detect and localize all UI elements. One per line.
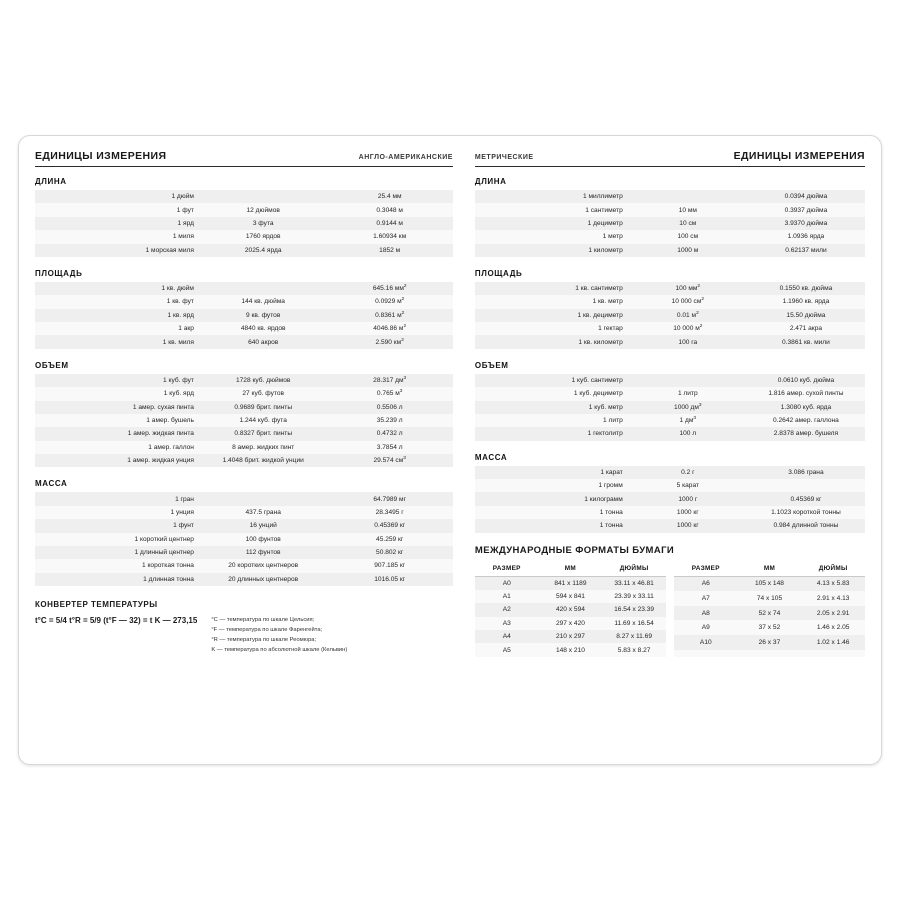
table-cell: 1 куб. фут [35, 374, 200, 387]
table-cell [200, 190, 326, 203]
table-cell: A10 [674, 635, 738, 650]
table-row [475, 630, 666, 643]
paper-formats-tables [475, 562, 865, 657]
table-cell: 1 фунт [35, 519, 200, 532]
table-row [35, 230, 453, 243]
table-cell: 105 x 148 [738, 576, 802, 591]
table-cell: 16.54 x 23.39 [602, 603, 666, 616]
table-row [475, 322, 865, 335]
table-cell: 10 мм [629, 203, 747, 216]
table-cell: 2.91 x 4.13 [801, 591, 865, 606]
table-cell: 1 кв. дециметр [475, 309, 629, 322]
table-cell: 1 амер. сухая пинта [35, 401, 200, 414]
table-cell: 1 кв. метр [475, 295, 629, 308]
table-cell: 52 x 74 [738, 606, 802, 621]
table-cell: 1.4048 брит. жидкой унции [200, 454, 326, 467]
conversion-table [35, 282, 453, 349]
table-cell: 1 длинная тонна [35, 573, 200, 586]
table-cell: 2.05 x 2.91 [801, 606, 865, 621]
table-cell [738, 650, 802, 657]
table-cell: 0.62137 мили [747, 244, 865, 257]
table-row [35, 546, 453, 559]
table-cell: 1000 $дм^3$ [629, 401, 747, 414]
table-row [35, 401, 453, 414]
table-cell: 297 x 420 [539, 617, 603, 630]
section-title: ДЛИНА [35, 177, 67, 186]
table-cell: 45.259 кг [326, 533, 453, 546]
table-cell [801, 650, 865, 657]
table-cell: 1 метр [475, 230, 629, 243]
table-cell: 0.3048 м [326, 203, 453, 216]
conversion-table [35, 190, 453, 257]
table-cell: 3.086 грана [747, 466, 865, 479]
table-row [475, 190, 865, 203]
table-cell: A5 [475, 643, 539, 656]
reference-card [18, 135, 882, 765]
table-row [674, 576, 865, 591]
table-cell: 1 тонна [475, 519, 629, 532]
legend-line: °F — температура по шкале Фаренгейта; [211, 627, 323, 634]
table-cell [747, 479, 865, 492]
table-row [674, 591, 865, 606]
table-row [35, 533, 453, 546]
table-cell: 0.45369 кг [747, 492, 865, 505]
table-cell: 4.13 x 5.83 [801, 576, 865, 591]
temperature-title: КОНВЕРТЕР ТЕМПЕРАТУРЫ [35, 600, 158, 609]
table-row [475, 466, 865, 479]
table-cell: 1 кв. фут [35, 295, 200, 308]
table-cell: 100 $мм^2$ [629, 282, 747, 295]
conversion-table [35, 492, 453, 586]
table-cell: 35.239 л [326, 414, 453, 427]
table-cell: 1.02 x 1.46 [801, 635, 865, 650]
table-cell: 0.01 $м^2$ [629, 309, 747, 322]
table-row [475, 387, 865, 400]
table-cell: 1000 м [629, 244, 747, 257]
left-header-subtitle: АНГЛО-АМЕРИКАНСКИЕ [358, 154, 453, 161]
paper-formats-title: МЕЖДУНАРОДНЫЕ ФОРМАТЫ БУМАГИ [474, 544, 675, 556]
table-cell: 5 карат [629, 479, 747, 492]
table-cell: 1 километр [475, 244, 629, 257]
conversion-table [475, 190, 865, 257]
table-cell: 3.9370 дюйма [747, 217, 865, 230]
table-cell: A6 [674, 576, 738, 591]
table-row [35, 387, 453, 400]
table-cell [629, 190, 747, 203]
table-cell: 1000 кг [629, 506, 747, 519]
table-cell: 100 га [629, 335, 747, 348]
table-cell: 1 литр [475, 414, 629, 427]
table-cell: 1 дюйм [35, 190, 200, 203]
table-cell: 420 x 594 [539, 603, 603, 616]
table-cell: A2 [475, 603, 539, 616]
paper-column-header: РАЗМЕР [475, 562, 539, 577]
table-row [475, 282, 865, 295]
table-cell: 1 карат [475, 466, 629, 479]
table-cell: 33.11 x 46.81 [602, 576, 666, 590]
table-row [35, 282, 453, 295]
table-row [35, 295, 453, 308]
table-cell: 1.1960 кв. ярда [747, 295, 865, 308]
table-row [35, 506, 453, 519]
table-row [475, 244, 865, 257]
table-cell: 26 x 37 [738, 635, 802, 650]
table-row [475, 414, 865, 427]
paper-column-header: ДЮЙМЫ [602, 562, 666, 577]
table-cell: 1.60934 км [326, 230, 453, 243]
table-cell: 0.0610 куб. дюйма [747, 374, 865, 387]
table-cell: 11.69 x 16.54 [602, 617, 666, 630]
table-cell: 1016.05 кг [326, 573, 453, 586]
table-cell: 3 фута [200, 217, 326, 230]
table-cell: 28.317 $дм^3$ [326, 374, 453, 387]
table-row [475, 309, 865, 322]
conversion-table [475, 466, 865, 533]
section-title: ПЛОЩАДЬ [35, 268, 83, 278]
temperature-formula: t°C = 5/4 t°R = 5/9 (t°F — 32) = t K — 273,15 [35, 616, 198, 625]
legend-line: °C — температура по шкале Цельсия; [211, 617, 315, 623]
table-row [674, 606, 865, 621]
table-row [475, 230, 865, 243]
section-title: ОБЪЕМ [474, 360, 509, 370]
table-cell: 8 амер. жидких пинт [200, 441, 326, 454]
table-row [475, 217, 865, 230]
table-cell: 1 сантиметр [475, 203, 629, 216]
table-cell: 645.16 $мм^2$ [326, 282, 453, 295]
paper-table-left [475, 562, 666, 657]
table-cell: A8 [674, 606, 738, 621]
section-title: МАССА [35, 479, 68, 489]
table-cell: 112 фунтов [200, 546, 326, 559]
table-cell: 1 громм [475, 479, 629, 492]
table-cell: 1 дециметр [475, 217, 629, 230]
section-title: МАССА [474, 452, 508, 462]
table-cell: 1 амер. галлон [35, 441, 200, 454]
table-cell: 1 кв. километр [475, 335, 629, 348]
table-cell: 437.5 грана [200, 506, 326, 519]
table-cell: 1 амер. бушель [35, 414, 200, 427]
table-row [35, 492, 453, 505]
table-cell: 1 ярд [35, 217, 200, 230]
table-row [475, 603, 666, 616]
table-cell: 1 кв. миля [35, 335, 200, 348]
table-cell: 1.816 амер. сухой пинты [747, 387, 865, 400]
table-cell: 1 кв. дюйм [35, 282, 200, 295]
table-cell: 144 кв. дюйма [200, 295, 326, 308]
table-cell: 1 $дм^3$ [629, 414, 747, 427]
table-cell: 1 килограмм [475, 492, 629, 505]
table-cell: 1 куб. сантиметр [475, 374, 629, 387]
table-cell: 2.471 акра [747, 322, 865, 335]
section-title: ПЛОЩАДЬ [474, 268, 523, 278]
section-title: ДЛИНА [474, 177, 507, 186]
conversion-table [35, 374, 453, 468]
table-row [674, 650, 865, 657]
table-cell: 27 куб. футов [200, 387, 326, 400]
table-cell: 0.5506 л [326, 401, 453, 414]
left-sections [35, 177, 453, 586]
table-cell: 1 длинный центнер [35, 546, 200, 559]
paper-column-header: ММ [738, 562, 802, 577]
table-row [35, 427, 453, 440]
table-row [475, 295, 865, 308]
table-row [475, 479, 865, 492]
table-row [475, 374, 865, 387]
table-cell: 23.39 x 33.11 [602, 590, 666, 603]
table-cell: 3.7854 л [326, 441, 453, 454]
right-header-title: ЕДИНИЦЫ ИЗМЕРЕНИЯ [733, 150, 865, 162]
table-cell: 1 кв. сантиметр [475, 282, 629, 295]
table-cell: 0.984 длинной тонны [747, 519, 865, 532]
table-cell: 1 куб. ярд [35, 387, 200, 400]
table-row [35, 519, 453, 532]
right-sections [475, 177, 865, 533]
table-cell: 1 короткая тонна [35, 559, 200, 572]
table-cell: 0.0394 дюйма [747, 190, 865, 203]
table-cell: 0.765 $м^3$ [326, 387, 453, 400]
table-cell: 1000 кг [629, 519, 747, 532]
conversion-table [475, 374, 865, 441]
table-cell: 0.3937 дюйма [747, 203, 865, 216]
table-cell: 1 фут [35, 203, 200, 216]
table-cell: 1 куб. метр [475, 401, 629, 414]
table-row [475, 590, 666, 603]
paper-column-header: ДЮЙМЫ [801, 562, 865, 577]
table-cell: 10 000 $см^2$ [629, 295, 747, 308]
table-row [475, 519, 865, 532]
left-header-title: ЕДИНИЦЫ ИЗМЕРЕНИЯ [35, 150, 167, 162]
table-row [35, 573, 453, 586]
table-cell: 1.0936 ярда [747, 230, 865, 243]
table-cell: 0.2642 амер. галлона [747, 414, 865, 427]
table-cell: 37 x 52 [738, 620, 802, 635]
table-cell: 28.3495 г [326, 506, 453, 519]
table-cell: 1 гектар [475, 322, 629, 335]
table-cell: 100 л [629, 427, 747, 440]
table-row [475, 643, 666, 656]
table-cell: 841 x 1189 [539, 576, 603, 590]
left-column [35, 150, 463, 754]
table-row [35, 203, 453, 216]
table-row [475, 492, 865, 505]
table-cell: 5.83 x 8.27 [602, 643, 666, 656]
table-cell: 1000 г [629, 492, 747, 505]
table-row [35, 335, 453, 348]
table-cell: 1852 м [326, 244, 453, 257]
table-cell [629, 374, 747, 387]
table-cell: 0.2 г [629, 466, 747, 479]
table-cell: 8.27 x 11.69 [602, 630, 666, 643]
table-cell: 1760 ярдов [200, 230, 326, 243]
table-cell: A9 [674, 620, 738, 635]
table-cell: 907.185 кг [326, 559, 453, 572]
table-row [475, 427, 865, 440]
paper-table-right [674, 562, 865, 657]
table-cell: 0.9689 брит. пинты [200, 401, 326, 414]
table-cell: 1 литр [629, 387, 747, 400]
table-cell: 1 унция [35, 506, 200, 519]
table-cell: 74 x 105 [738, 591, 802, 606]
table-cell: 0.1550 кв. дюйма [747, 282, 865, 295]
table-cell: 1 миля [35, 230, 200, 243]
table-cell: 1 кв. ярд [35, 309, 200, 322]
table-cell: 64.7989 мг [326, 492, 453, 505]
table-cell: 12 дюймов [200, 203, 326, 216]
table-cell: 0.45369 кг [326, 519, 453, 532]
table-row [35, 374, 453, 387]
table-cell: 1 амер. жидкая унция [35, 454, 200, 467]
table-row [475, 617, 666, 630]
table-cell: 100 фунтов [200, 533, 326, 546]
table-cell: 1 акр [35, 322, 200, 335]
table-cell: 0.4732 л [326, 427, 453, 440]
table-cell: 594 x 841 [539, 590, 603, 603]
right-column [465, 150, 865, 754]
table-row [475, 401, 865, 414]
table-cell: 50.802 кг [326, 546, 453, 559]
table-cell: 2.590 $км^2$ [326, 335, 453, 348]
table-cell [674, 650, 738, 657]
table-row [35, 309, 453, 322]
table-cell: 15.50 дюйма [747, 309, 865, 322]
temperature-block [35, 615, 453, 656]
table-cell: 1 гран [35, 492, 200, 505]
table-cell: 25.4 мм [326, 190, 453, 203]
table-cell: 20 длинных центнеров [200, 573, 326, 586]
table-cell: 4046.86 $м^2$ [326, 322, 453, 335]
table-cell: 16 унций [200, 519, 326, 532]
table-row [35, 217, 453, 230]
table-cell: A0 [475, 576, 539, 590]
table-cell: 1 тонна [475, 506, 629, 519]
table-row [475, 576, 666, 590]
left-column-header [35, 150, 453, 167]
table-cell: 148 x 210 [539, 643, 603, 656]
table-cell: 1.3080 куб. ярда [747, 401, 865, 414]
right-header-subtitle: МЕТРИЧЕСКИЕ [474, 154, 534, 161]
conversion-table [475, 282, 865, 349]
table-cell: 10 см [629, 217, 747, 230]
table-row [475, 506, 865, 519]
section-title: ОБЪЕМ [35, 360, 69, 370]
right-column-header [475, 150, 865, 167]
table-cell: 2.8378 амер. бушеля [747, 427, 865, 440]
table-cell: 1 морская миля [35, 244, 200, 257]
paper-column-header: ММ [539, 562, 603, 577]
table-cell: 0.8327 брит. пинты [200, 427, 326, 440]
table-cell: 100 см [629, 230, 747, 243]
table-cell: A3 [475, 617, 539, 630]
table-cell: 0.3861 кв. мили [747, 335, 865, 348]
table-cell: 210 x 297 [539, 630, 603, 643]
table-row [35, 454, 453, 467]
table-cell: 1 амер. жидкая пинта [35, 427, 200, 440]
table-row [35, 244, 453, 257]
table-cell: 1.46 x 2.05 [801, 620, 865, 635]
table-cell: 1 куб. дециметр [475, 387, 629, 400]
table-row [475, 335, 865, 348]
table-row [674, 635, 865, 650]
table-row [35, 414, 453, 427]
table-cell: 20 коротких центнеров [200, 559, 326, 572]
legend-line: K — температура по абсолютной шкале (Кельвин) [211, 647, 348, 654]
table-cell: 0.9144 м [326, 217, 453, 230]
table-cell: 29.574 $см^3$ [326, 454, 453, 467]
table-cell: 2025.4 ярда [200, 244, 326, 257]
table-row [35, 322, 453, 335]
table-cell: 1 миллиметр [475, 190, 629, 203]
legend-line: °R — температура по шкале Реомюра; [211, 637, 317, 644]
table-row [475, 203, 865, 216]
table-cell: 0.0929 $м^2$ [326, 295, 453, 308]
table-cell: 1.1023 короткой тонны [747, 506, 865, 519]
table-cell: A4 [475, 630, 539, 643]
table-cell: 1728 куб. дюймов [200, 374, 326, 387]
table-cell: 4840 кв. ярдов [200, 322, 326, 335]
table-cell: A1 [475, 590, 539, 603]
table-cell [200, 492, 326, 505]
table-cell: 10 000 $м^2$ [629, 322, 747, 335]
table-row [35, 559, 453, 572]
table-cell [200, 282, 326, 295]
table-cell: 0.8361 $м^2$ [326, 309, 453, 322]
table-row [35, 190, 453, 203]
table-cell: 1.244 куб. фута [200, 414, 326, 427]
table-cell: 1 короткий центнер [35, 533, 200, 546]
table-cell: 9 кв. футов [200, 309, 326, 322]
table-row [35, 441, 453, 454]
table-cell: A7 [674, 591, 738, 606]
table-row [674, 620, 865, 635]
table-cell: 1 гектолитр [475, 427, 629, 440]
paper-column-header: РАЗМЕР [674, 562, 738, 577]
temperature-legend [211, 615, 347, 656]
table-cell: 640 акров [200, 335, 326, 348]
